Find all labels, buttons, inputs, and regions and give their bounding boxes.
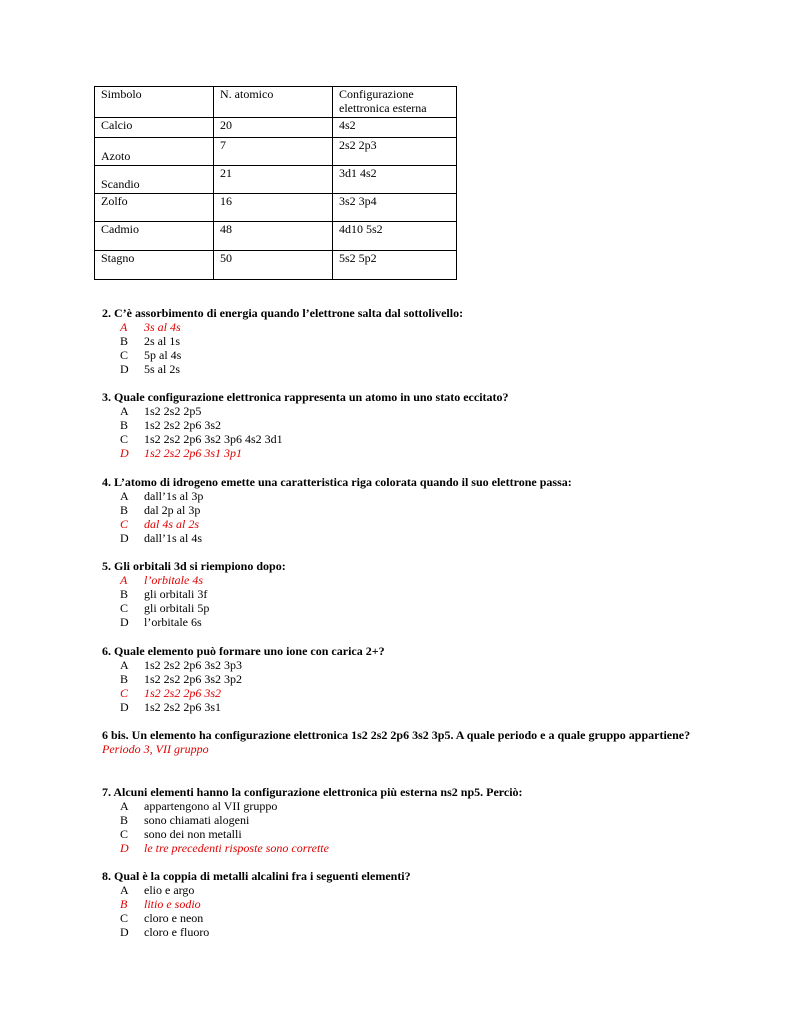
- cell-config: 3d1 4s2: [333, 165, 457, 193]
- question-8: 8. Qual è la coppia di metalli alcalini fra i seguenti elementi?: [102, 869, 411, 883]
- option-letter: B: [120, 672, 129, 686]
- option-text: dall’1s al 3p: [144, 489, 204, 503]
- option-letter: A: [120, 573, 128, 587]
- option-text: sono dei non metalli: [144, 827, 242, 841]
- option-text: 1s2 2s2 2p6 3s1: [144, 700, 222, 714]
- option-letter: D: [120, 700, 129, 714]
- option-letter: A: [120, 883, 129, 897]
- option-letter: C: [120, 827, 129, 841]
- option-letter: B: [120, 334, 129, 348]
- option-text: 1s2 2s2 2p6 3s2 3p2: [144, 672, 243, 686]
- cell-symbol: Zolfo: [95, 193, 214, 221]
- option-text: le tre precedenti risposte sono corrette: [144, 841, 329, 855]
- option-letter: C: [120, 432, 129, 446]
- question-6bis-answer: Periodo 3, VII gruppo: [102, 742, 209, 756]
- option-letter: D: [120, 841, 129, 855]
- table-row: [95, 250, 457, 279]
- option-letter: A: [120, 320, 128, 334]
- option-text: 1s2 2s2 2p5: [144, 404, 202, 418]
- cell-number: 20: [214, 117, 333, 137]
- option-text: sono chiamati alogeni: [144, 813, 250, 827]
- table-row: [95, 117, 457, 137]
- cell-number: 16: [214, 193, 333, 221]
- option-letter: D: [120, 615, 129, 629]
- cell-symbol: Cadmio: [95, 221, 214, 250]
- option-letter: A: [120, 799, 129, 813]
- cell-config: 2s2 2p3: [333, 137, 457, 165]
- cell-config: 3s2 3p4: [333, 193, 457, 221]
- header-numero: N. atomico: [214, 87, 333, 118]
- option-letter: D: [120, 531, 129, 545]
- option-letter: C: [120, 911, 129, 925]
- option-text: 2s al 1s: [144, 334, 180, 348]
- cell-config: 4d10 5s2: [333, 221, 457, 250]
- option-letter: C: [120, 601, 129, 615]
- option-letter: A: [120, 489, 129, 503]
- option-text: gli orbitali 5p: [144, 601, 210, 615]
- cell-number: 7: [214, 137, 333, 165]
- option-letter: C: [120, 686, 129, 700]
- table-header-row: [95, 87, 457, 118]
- cell-config: 4s2: [333, 117, 457, 137]
- question-6bis: 6 bis. Un elemento ha configurazione elettronica 1s2 2s2 2p6 3s2 3p5. A quale periodo e a quale gruppo appartiene?: [102, 728, 691, 742]
- option-text: elio e argo: [144, 883, 195, 897]
- question-2: 2. C’è assorbimento di energia quando l’elettrone salta dal sottolivello:: [102, 306, 464, 320]
- option-text: 1s2 2s2 2p6 3s2: [144, 418, 222, 432]
- question-6: 6. Quale elemento può formare uno ione con carica 2+?: [102, 644, 385, 658]
- option-letter: A: [120, 404, 129, 418]
- option-letter: C: [120, 348, 129, 362]
- option-text: 5s al 2s: [144, 362, 180, 376]
- option-letter: B: [120, 813, 129, 827]
- cell-symbol: Scandio: [95, 165, 214, 193]
- question-7: 7. Alcuni elementi hanno la configurazione elettronica più esterna ns2 np5. Perciò:: [102, 785, 523, 799]
- cell-config: 5s2 5p2: [333, 250, 457, 279]
- cell-number: 48: [214, 221, 333, 250]
- cell-symbol: Stagno: [95, 250, 214, 279]
- option-letter: D: [120, 446, 129, 460]
- cell-symbol: Azoto: [95, 137, 214, 165]
- option-letter: B: [120, 503, 129, 517]
- question-5: 5. Gli orbitali 3d si riempiono dopo:: [102, 559, 286, 573]
- option-text: l’orbitale 4s: [144, 573, 203, 587]
- table-row: [95, 165, 457, 193]
- option-letter: B: [120, 897, 128, 911]
- header-simbolo: Simbolo: [95, 87, 214, 118]
- option-text: dall’1s al 4s: [144, 531, 202, 545]
- option-text: cloro e neon: [144, 911, 204, 925]
- option-text: 1s2 2s2 2p6 3s2 3p6 4s2 3d1: [144, 432, 283, 446]
- table-row: [95, 193, 457, 221]
- option-text: dal 4s al 2s: [144, 517, 200, 531]
- option-text: dal 2p al 3p: [144, 503, 201, 517]
- table-row: [95, 221, 457, 250]
- option-text: gli orbitali 3f: [144, 587, 208, 601]
- option-text: cloro e fluoro: [144, 925, 210, 939]
- cell-symbol: Calcio: [95, 117, 214, 137]
- option-letter: B: [120, 418, 129, 432]
- option-text: 3s al 4s: [144, 320, 181, 334]
- option-letter: B: [120, 587, 129, 601]
- elements-table: [94, 86, 457, 280]
- option-text: 1s2 2s2 2p6 3s2 3p3: [144, 658, 243, 672]
- option-letter: A: [120, 658, 129, 672]
- header-config-line1: Configurazione: [339, 87, 414, 101]
- option-text: 5p al 4s: [144, 348, 182, 362]
- cell-number: 50: [214, 250, 333, 279]
- table-row: [95, 137, 457, 165]
- option-text: litio e sodio: [144, 897, 201, 911]
- option-text: 1s2 2s2 2p6 3s2: [144, 686, 222, 700]
- header-config: [333, 87, 457, 118]
- question-4: 4. L’atomo di idrogeno emette una caratteristica riga colorata quando il suo elettrone passa:: [102, 475, 572, 489]
- option-text: appartengono al VII gruppo: [144, 799, 278, 813]
- option-letter: D: [120, 362, 129, 376]
- option-text: 1s2 2s2 2p6 3s1 3p1: [144, 446, 243, 460]
- question-3: 3. Quale configurazione elettronica rappresenta un atomo in uno stato eccitato?: [102, 390, 509, 404]
- header-config-line2: elettronica esterna: [339, 100, 427, 115]
- option-letter: D: [120, 925, 129, 939]
- option-text: l’orbitale 6s: [144, 615, 202, 629]
- cell-number: 21: [214, 165, 333, 193]
- option-letter: C: [120, 517, 129, 531]
